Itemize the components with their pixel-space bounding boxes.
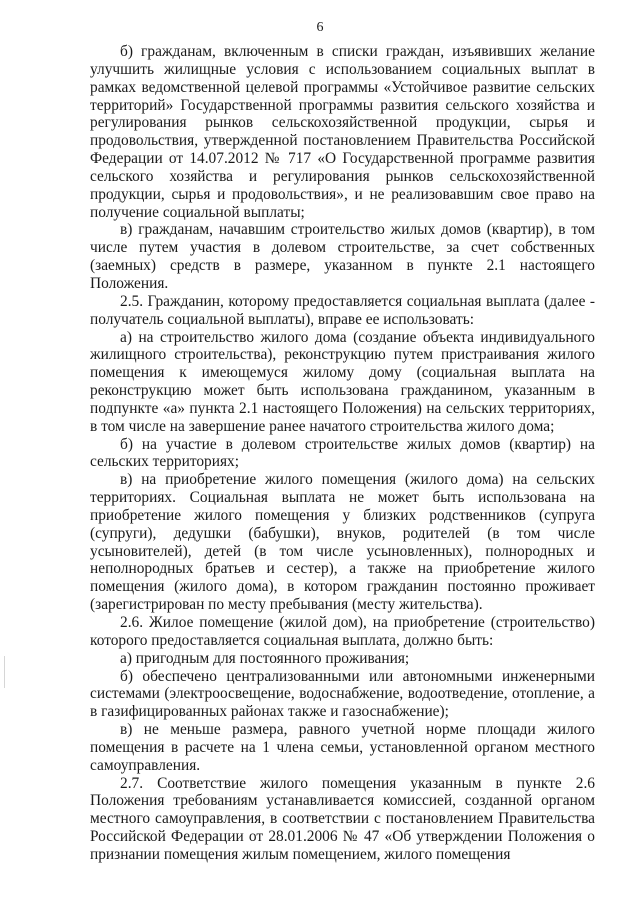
paragraph-b-engineering-systems: б) обеспечено централизованными или автономными инженерными системами (электроосвещение, водоснабжение, водоотведение, отопление, а в газифицированных районах также и газоснабжение);	[90, 667, 595, 721]
paragraph-2-7-compliance: 2.7. Соответствие жилого помещения указанным в пункте 2.6 Положения требованиям устанавливается комиссией, созданной органом местного самоуправления, в соответствии с постановлением Правительства Российской Федерации от 28.01.2006 № 47 «Об утверждении Положения о признании помещения жилым помещением, жилого помещения	[90, 774, 595, 863]
paragraph-a-habitable: а) пригодным для постоянного проживания;	[120, 649, 410, 667]
paragraph-2-6-requirements: 2.6. Жилое помещение (жилой дом), на приобретение (строительство) которого предоставляется социальная выплата, должно быть:	[90, 614, 595, 649]
paragraph-b-shared-construction: б) на участие в долевом строительстве жилых домов (квартир) на сельских территориях;	[90, 435, 595, 471]
paragraph-v-area-norm: в) не меньше размера, равного учетной норме площади жилого помещения в расчете на 1 члена семьи, установленной органом местного самоуправления.	[90, 721, 595, 774]
paragraph-2-5-usage: 2.5. Гражданин, которому предоставляется социальная выплата (далее - получатель социальной выплаты), вправе ее использовать:	[90, 292, 595, 328]
paragraph-v-purchase: в) на приобретение жилого помещения (жилого дома) на сельских территориях. Социальная выплата не может быть использована на приобретение жилого помещения у близких родственников (супруга (супруги), дедушки (бабушки), внуков, родителей (в том числе усыновителей), детей (в том числе усыновленных), полнородных и неполнородных братьев и сестер), а также на приобретение жилого помещения (жилого дома), в котором гражданин постоянно проживает (зарегистрирован по месту пребывания (месту жительства).	[90, 471, 595, 614]
paragraph-a-construction: а) на строительство жилого дома (создание объекта индивидуального жилищного строительства), реконструкцию путем пристраивания жилого помещения к имеющемуся жилому дому (социальная выплата на реконструкцию может быть использована гражданином, указанным в подпункте «а» пункта 2.1 настоящего Положения) на сельских территориях, в том числе на завершение ранее начатого строительства жилого дома;	[90, 328, 595, 435]
document-body	[90, 43, 595, 864]
paragraph-v-started-construction: в) гражданам, начавшим строительство жилых домов (квартир), в том числе путем участия в долевом строительстве, за счет собственных (заемных) средств в размере, указанном в пункте 2.1 настоящего Положения.	[90, 221, 595, 292]
paragraph-b-eligible-program: б) гражданам, включенным в списки граждан, изъявивших желание улучшить жилищные условия с использованием социальных выплат в рамках ведомственной целевой программы «Устойчивое развитие сельских территорий» Государственной программы развития сельского хозяйства и регулирования рынков сельскохозяйственной продукции, сырья и продовольствия, утвержденной постановлением Правительства Российской Федерации от 14.07.2012 № 717 «О Государственной программе развития сельского хозяйства и регулирования рынков сельскохозяйственной продукции, сырья и продовольствия», и не реализовавшим свое право на получение социальной выплаты;	[90, 43, 595, 221]
scan-margin-mark	[4, 656, 5, 688]
page-number: 6	[316, 20, 324, 35]
